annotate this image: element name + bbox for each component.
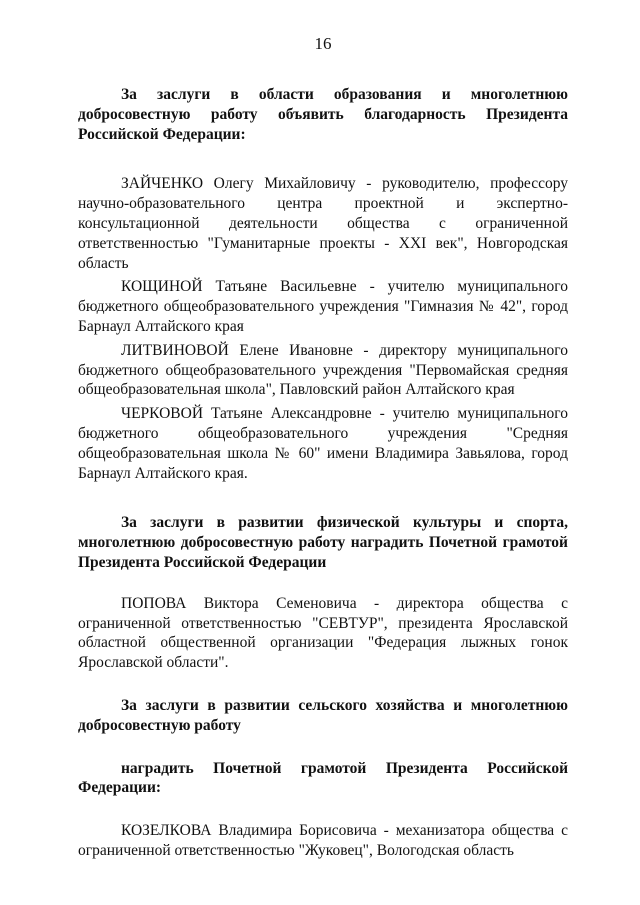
- award-entry-litvinova: ЛИТВИНОВОЙ Елене Ивановне - директору муниципального бюджетного общеобразовательного учреждения "Первомайская средняя общеобразовательная школа", Павловский район Алтайского края: [78, 341, 568, 399]
- section-3-heading: За заслуги в развитии сельского хозяйства и многолетнюю добросовестную работу: [78, 696, 568, 734]
- section-1-heading: За заслуги в области образования и многолетнюю добросовестную работу объявить благодарность Президента Российской Федерации:: [78, 86, 568, 143]
- award-entry-popov: ПОПОВА Виктора Семеновича - директора общества с ограниченной ответственностью "СЕВТУР", президента Ярославской областной общественной организации "Федерация лыжных гонок Ярославской области".: [78, 594, 568, 672]
- document-page: [78, 0, 568, 905]
- award-entry-koshchina: КОЩИНОЙ Татьяне Васильевне - учителю муниципального бюджетного общеобразовательного учреждения "Гимназия № 42", город Барнаул Алтайского края: [78, 278, 568, 335]
- section-2-heading: За заслуги в развитии физической культуры и спорта, многолетнюю добросовестную работу наградить Почетной грамотой Президента Российской Федерации: [78, 514, 568, 571]
- award-entry-zaychenko: ЗАЙЧЕНКО Олегу Михайловичу - руководителю, профессору научно-образовательного центра проектной и экспертно-консультационной деятельности общества с ограниченной ответственностью "Гуманитарные проекты - XXI век", Новгородская область: [78, 175, 568, 272]
- award-entry-kozelkov: КОЗЕЛКОВА Владимира Борисовича - механизатора общества с ограниченной ответственностью "Жуковец", Вологодская область: [78, 822, 568, 859]
- award-entry-cherkova: ЧЕРКОВОЙ Татьяне Александровне - учителю муниципального бюджетного общеобразовательного учреждения "Средняя общеобразовательная школа № 60" имени Владимира Завьялова, город Барнаул Алтайского края.: [78, 405, 568, 482]
- page-number: 16: [314, 34, 332, 53]
- section-3-subheading: наградить Почетной грамотой Президента Российской Федерации:: [78, 759, 568, 797]
- document-content: [78, 85, 568, 861]
